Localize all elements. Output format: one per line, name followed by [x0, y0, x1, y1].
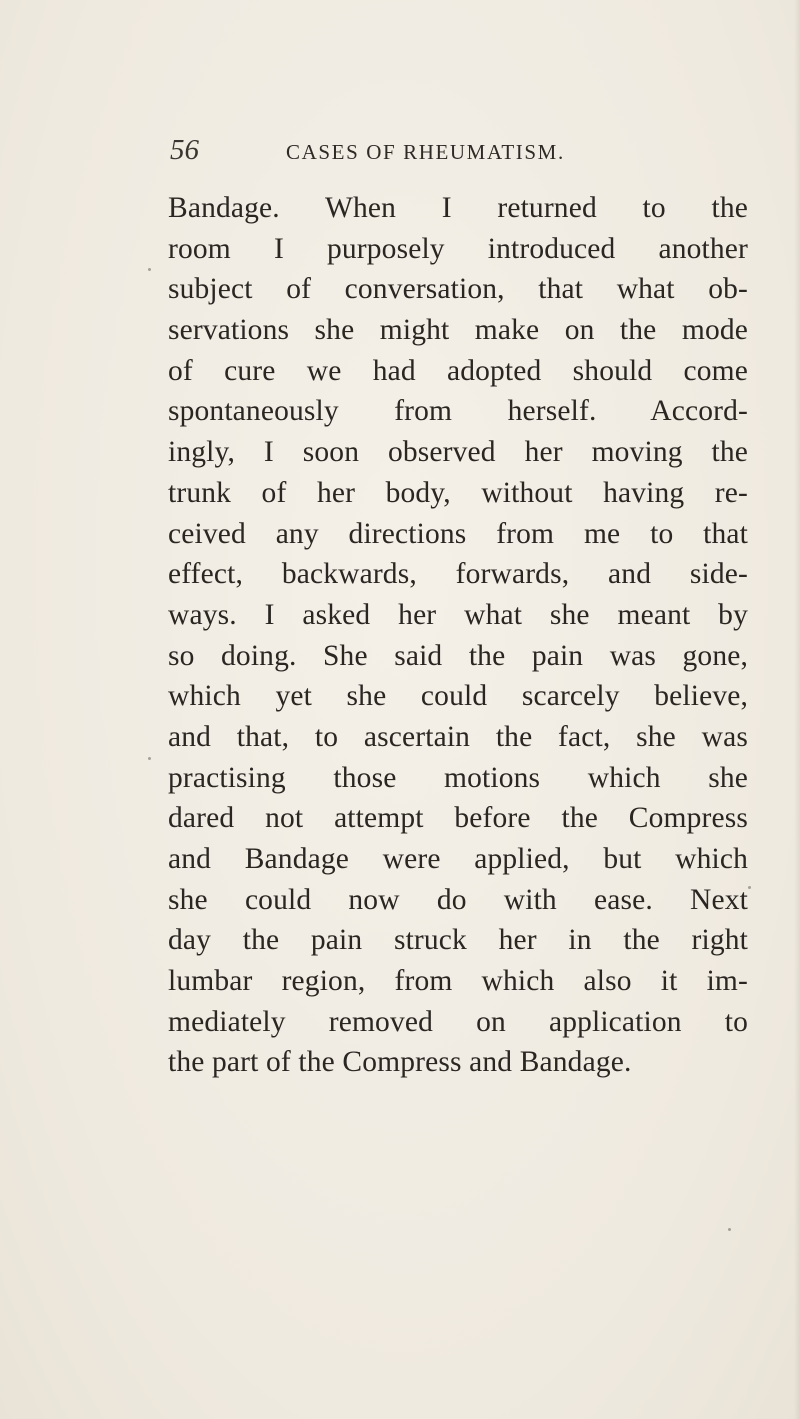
text-line: Bandage. When I returned to the — [168, 192, 748, 224]
running-title: CASES OF RHEUMATISM. — [286, 140, 565, 164]
text-line: ways. I asked her what she meant by — [168, 598, 748, 631]
text-line: spontaneously from herself. Accord- — [168, 395, 748, 428]
text-line: dared not attempt before the Compress — [168, 802, 748, 835]
text-line: the part of the Compress and Bandage. — [168, 1046, 632, 1079]
text-line: effect, backwards, forwards, and side- — [168, 558, 748, 591]
text-line: which yet she could scarcely believe, — [168, 680, 748, 713]
text-line: of cure we had adopted should come — [168, 354, 748, 387]
text-line: trunk of her body, without having re- — [168, 476, 748, 509]
paper-speck — [148, 757, 151, 760]
body-paragraph — [168, 188, 748, 1083]
text-line: subject of conversation, that what ob- — [168, 273, 748, 306]
text-line: and Bandage were applied, but which — [168, 843, 748, 875]
paper-speck — [148, 268, 151, 271]
text-line: ingly, I soon observed her moving the — [168, 436, 748, 469]
text-line: ceived any directions from me to that — [168, 517, 748, 550]
paper-speck — [728, 1228, 731, 1231]
text-line: she could now do with ease. Next — [168, 883, 748, 916]
text-line: mediately removed on application to — [168, 1005, 748, 1038]
text-line: practising those motions which she — [168, 761, 748, 794]
text-line: day the pain struck her in the right — [168, 924, 748, 957]
page-number: 56 — [170, 134, 199, 166]
text-line: servations she might make on the mode — [168, 314, 748, 347]
text-line: room I purposely introduced another — [168, 232, 748, 265]
paper-speck — [748, 886, 751, 889]
text-line: so doing. She said the pain was gone, — [168, 639, 748, 672]
text-line: and that, to ascertain the fact, she was — [168, 720, 748, 753]
running-head — [170, 134, 640, 170]
page-edge-shadow — [794, 0, 800, 1419]
text-line: lumbar region, from which also it im- — [168, 965, 748, 998]
